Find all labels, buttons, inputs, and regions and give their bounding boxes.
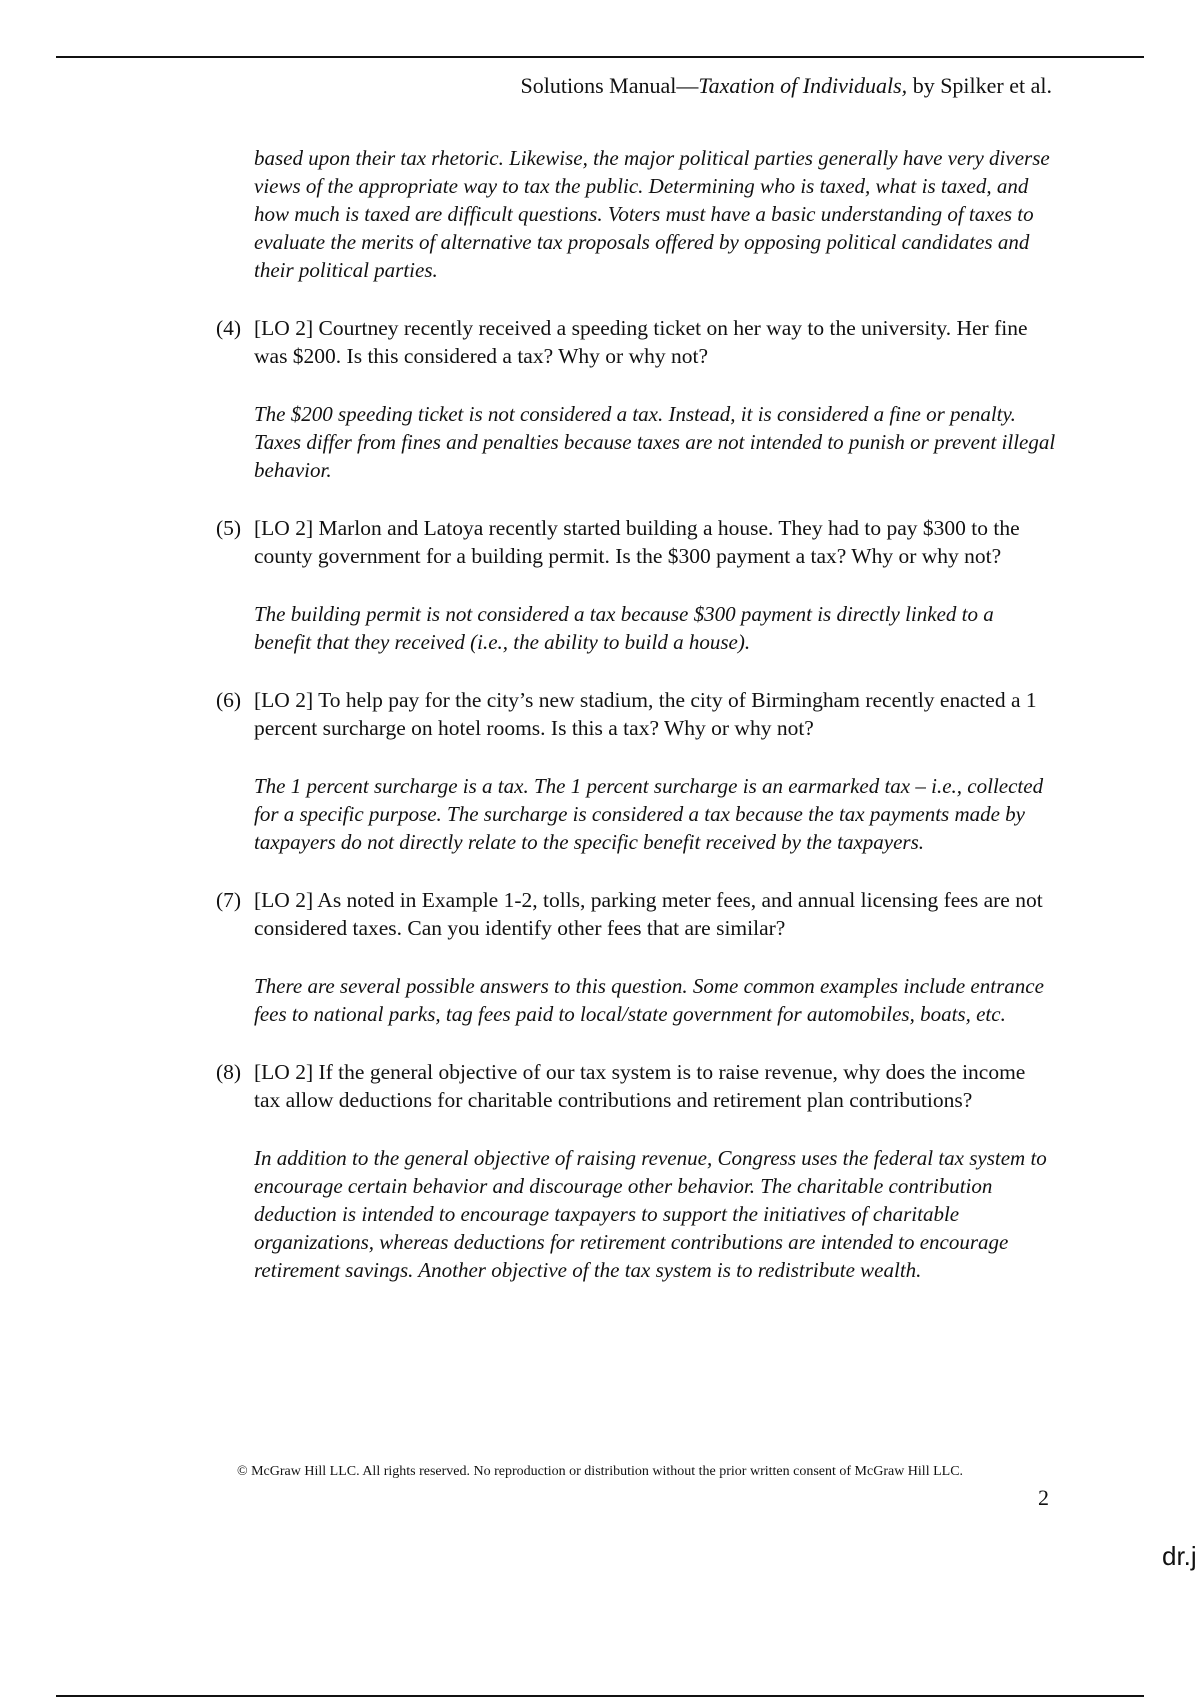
- continued-answer-text: based upon their tax rhetoric. Likewise, the major political parties generally have very diverse views of the appropriate way to tax the public. Determining who is taxed, what is taxed, and how much is taxed are difficult questions. Voters must have a basic understanding of taxes to evaluate the merits of alternative tax proposals offered by opposing political candidates and their political parties.: [254, 146, 1050, 282]
- answer-text: In addition to the general objective of raising revenue, Congress uses the federal tax system to encourage certain behavior and discourage other behavior. The charitable contribution deduction is intended to encourage taxpayers to support the initiatives of charitable organizations, whereas deductions for retirement contributions are intended to encourage retirement savings. Another objective of the tax system is to redistribute wealth.: [254, 1146, 1047, 1282]
- answer-5: [254, 600, 1056, 656]
- question-7: [216, 886, 1056, 942]
- header-book-title: Taxation of Individuals,: [698, 73, 908, 98]
- question-number: (7): [216, 888, 242, 912]
- question-text: [LO 2] To help pay for the city’s new stadium, the city of Birmingham recently enacted a 1 percent surcharge on hotel rooms. Is this a tax? Why or why not?: [254, 688, 1037, 740]
- answer-text: There are several possible answers to this question. Some common examples include entrance fees to national parks, tag fees paid to local/state government for automobiles, boats, etc.: [254, 974, 1044, 1026]
- question-6: [216, 686, 1056, 742]
- page-number: 2: [1038, 1485, 1049, 1510]
- answer-text: The 1 percent surcharge is a tax. The 1 percent surcharge is an earmarked tax – i.e., collected for a specific purpose. The surcharge is considered a tax because the tax payments made by taxpayers do not directly relate to the specific benefit received by the taxpayers.: [254, 774, 1044, 854]
- running-header: [521, 72, 1052, 100]
- bottom-rule: [56, 1695, 1144, 1697]
- answer-7: [254, 972, 1056, 1028]
- question-text: [LO 2] Marlon and Latoya recently started building a house. They had to pay $300 to the county government for a building permit. Is the $300 payment a tax? Why or why not?: [254, 516, 1020, 568]
- question-number: (5): [216, 516, 242, 540]
- question-number: (6): [216, 688, 242, 712]
- question-8: [216, 1058, 1056, 1114]
- answer-8: [254, 1144, 1056, 1284]
- answer-6: [254, 772, 1056, 856]
- question-text: [LO 2] If the general objective of our tax system is to raise revenue, why does the income tax allow deductions for charitable contributions and retirement plan contributions?: [254, 1060, 1026, 1112]
- top-rule: [56, 56, 1144, 58]
- answer-4: [254, 400, 1056, 484]
- question-text: [LO 2] Courtney recently received a speeding ticket on her way to the university. Her fine was $200. Is this considered a tax? Why or why not?: [254, 316, 1028, 368]
- page-content: [216, 144, 1056, 1284]
- answer-text: The $200 speeding ticket is not considered a tax. Instead, it is considered a fine or penalty. Taxes differ from fines and penalties because taxes are not intended to punish or prevent illegal behavior.: [254, 402, 1056, 482]
- question-4: [216, 314, 1056, 370]
- question-number: (8): [216, 1060, 242, 1084]
- question-5: [216, 514, 1056, 570]
- header-suffix: by Spilker et al.: [907, 73, 1052, 98]
- header-prefix: Solutions Manual—: [520, 73, 699, 98]
- question-text: [LO 2] As noted in Example 1-2, tolls, parking meter fees, and annual licensing fees are not considered taxes. Can you identify other fees that are similar?: [254, 888, 1043, 940]
- answer-text: The building permit is not considered a tax because $300 payment is directly linked to a benefit that they received (i.e., the ability to build a house).: [254, 602, 994, 654]
- watermark-text: dr.j: [1162, 1541, 1197, 1571]
- continued-answer: [254, 144, 1056, 284]
- question-number: (4): [216, 316, 242, 340]
- copyright-notice: © McGraw Hill LLC. All rights reserved. No reproduction or distribution without the prior written consent of McGraw Hill LLC.: [236, 1464, 964, 1479]
